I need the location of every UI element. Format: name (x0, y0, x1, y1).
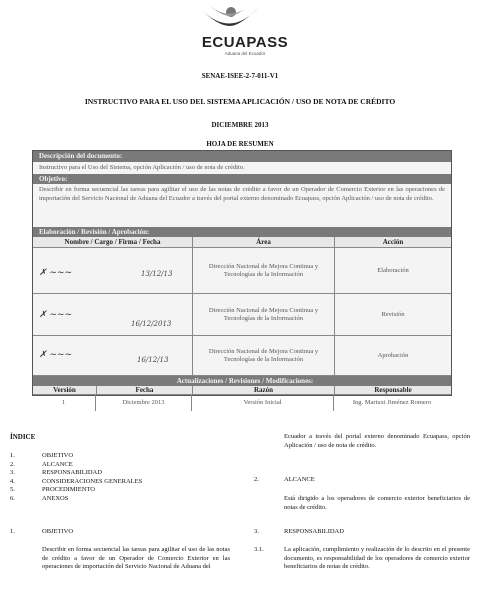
index-item: 6. ANEXOS (10, 494, 69, 502)
signature-date: 13/12/13 (141, 270, 173, 278)
col-header-reason: Razón (193, 386, 335, 395)
reason-cell: Versión Inicial (192, 395, 334, 411)
col-header-responsible: Responsable (335, 386, 451, 395)
logo-wordmark: ECUAPASS (201, 34, 289, 51)
section-1-heading: 1. OBJETIVO (10, 528, 74, 535)
area-cell: Dirección Nacional de Mejora Continua y Tecnologías de la Información (193, 294, 335, 336)
signature: ✗ ~~~ (39, 310, 73, 320)
section-2-heading: 2. ALCANCE (254, 476, 315, 483)
area-cell: Dirección Nacional de Mejora Continua y Tecnologías de la Información (193, 248, 335, 294)
signature-cell (33, 294, 193, 336)
index-item: 2. ALCANCE (10, 460, 73, 468)
responsible-cell: Ing. Mariuxi Jiménez Romero (352, 399, 432, 406)
action-cell: Revisión (335, 294, 451, 336)
version-cell: 1 (32, 395, 96, 411)
date-cell: Diciembre 2013 (96, 395, 192, 411)
document-title: INSTRUCTIVO PARA EL USO DEL SISTEMA APLICACIÓN / USO DE NOTA DE CRÉDITO (84, 97, 396, 106)
description-header: Descripción del documento: (33, 151, 451, 162)
action-cell: Elaboración (335, 248, 451, 294)
section-2-text: Está dirigido a los operadores de comercio exterior beneficiarios de notas de crédito. (284, 495, 470, 511)
col-header-action: Acción (335, 237, 451, 248)
action-cell: Aprobación (335, 336, 451, 376)
col-header-name: Nombre / Cargo / Firma / Fecha (33, 237, 193, 248)
signature-cell (33, 336, 193, 376)
summary-title: HOJA DE RESUMEN (206, 140, 274, 148)
signature-cell (33, 248, 193, 294)
logo-tagline: Aduana del Ecuador (224, 51, 266, 56)
document-code: SENAE-ISEE-2-7-011-V1 (201, 72, 279, 80)
ecuapass-logo (190, 4, 300, 58)
logo-swoosh-icon (200, 4, 260, 34)
description-text: Instructivo para el Uso del Sistema, opción Aplicación / uso de nota de crédito. (39, 164, 245, 171)
col-header-date: Fecha (97, 386, 193, 395)
objective-continuation: Ecuador a través del portal externo denominado Ecuapass, opción Aplicación / uso de nota de crédito. (284, 433, 470, 449)
index-item: 3. RESPONSABILIDAD (10, 469, 102, 476)
updates-header: Actualizaciones / Revisiones / Modificaciones: (33, 376, 451, 386)
section-1-text: Describir en forma secuencial las tareas para agilitar el uso de las notas de crédito a favor de un Operador de Comercio Exterior en las operaciones de importación del Servicio Nacional de Aduana del (42, 546, 230, 570)
index-item: 5. PROCEDIMIENTO (10, 486, 95, 493)
area-cell: Dirección Nacional de Mejora Continua y Tecnologías de la Información (193, 336, 335, 376)
signature: ✗ ~~~ (39, 350, 73, 360)
objective-text: Describir en forma secuencial las tareas para agilitar el uso de las notas de crédito a favor de un Operador de Comercio Exterior en las operaciones de importación del Servicio Nacional de Aduana del Ecuador a través del portal externo denominado Ecuapass, opción Aplicación / uso de nota de crédito. (39, 186, 445, 202)
updates-row (32, 395, 450, 411)
col-header-version: Versión (33, 386, 97, 395)
elaboration-header: Elaboración / Revisión / Aprobación: (33, 227, 451, 237)
index-item: 4. CONSIDERACIONES GENERALES (10, 477, 143, 485)
index-list (10, 452, 230, 503)
section-3-1-number: 3.1. (254, 546, 264, 553)
index-title: ÍNDICE (10, 433, 36, 441)
index-item: 1. OBJETIVO (10, 452, 74, 459)
signature-date: 16/12/13 (137, 356, 169, 364)
section-3-heading: 3. RESPONSABILIDAD (254, 528, 344, 535)
summary-sheet (32, 150, 452, 396)
section-3-1-text: La aplicación, cumplimiento y realización de lo descrito en el presente documento, es responsabilidad de los operadores de comercio exterior beneficiarios de notas de crédito. (284, 546, 470, 570)
signature: ✗ ~~~ (39, 268, 73, 278)
objective-header: Objetivo: (33, 174, 451, 184)
document-date: DICIEMBRE 2013 (211, 121, 269, 129)
signature-date: 16/12/2013 (131, 320, 172, 328)
col-header-area: Área (193, 237, 335, 248)
